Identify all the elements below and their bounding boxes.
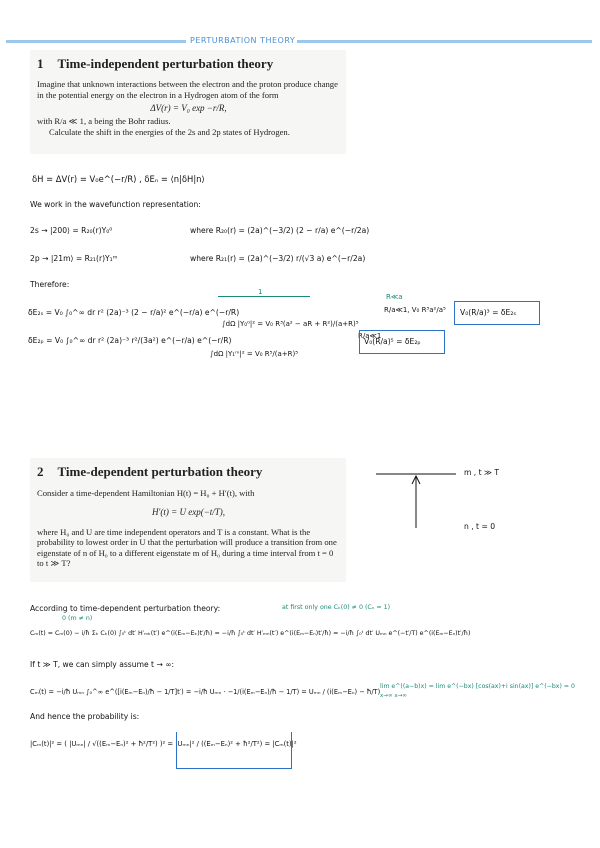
section1-title: Time-independent perturbation theory: [57, 56, 274, 71]
notes1-line5: Therefore:: [30, 280, 70, 289]
section1-para1: Imagine that unknown interactions between the electron and the proton produce change in the potential energy on the electron in a Hydrogen atom of the form: [37, 79, 338, 100]
section1-equation: ΔV(r) = V₀ exp −r/R,: [150, 103, 227, 114]
notes2-line3: And hence the probability is:: [30, 712, 140, 721]
eq1-boxed-result: V₀(R/a)³ = δE₂ₛ: [460, 308, 517, 317]
eq1-part-c: R/a≪1, V₀ R³a²/a⁵: [384, 306, 446, 314]
header-rule-right: [290, 40, 592, 43]
notes2-line2: If t ≫ T, we can simply assume t → ∞:: [30, 660, 175, 669]
notes2-teal-first: at first only one Cₖ(0) ≠ 0 (Cₙ = 1): [282, 604, 391, 611]
eq2-part-c: R/a≪1: [358, 332, 382, 340]
notes1-line2: We work in the wavefunction representation:: [30, 200, 201, 209]
eq2-part-a: δE₂ₚ = V₀ ∫₀^∞ dr r² (2a)⁻³ r²/(3a²) e^(−r/a) e^(−r/R): [28, 336, 232, 345]
eq2-boxed-result: V₀(R/a)⁵ = δE₂ₚ: [364, 337, 421, 346]
section1-block: [30, 50, 346, 154]
notes2-line1: According to time-dependent perturbation theory:: [30, 604, 221, 613]
diagram-label-n: n , t = 0: [464, 522, 496, 531]
notes2-teal-limit: lim e^((a−b)x) = lim e^(−bx) [cos(ax)+i sin(ax)] e^(−bx) = 0: [380, 683, 575, 690]
diagram-label-m: m , t ≫ T: [464, 468, 500, 477]
section1-para3: Calculate the shift in the energies of the 2s and 2p states of Hydrogen.: [49, 126, 290, 137]
section1-number: 1: [37, 56, 44, 71]
section1-heading: [37, 56, 340, 72]
notes2-eq2: Cₘ(t) = −i/ħ Uₘₙ ∫₀^∞ e^([i(Eₘ−Eₙ)/ħ − 1/T]t′) = −i/ħ Uₘₙ · −1/(i(Eₘ−Eₙ)/ħ − 1/T) = Uₘₙ / (i(Eₘ−Eₙ) − ħ/T): [30, 688, 381, 696]
notes1-line1: δH = ΔV(r) = V₀e^(−r/R) , δEₙ = ⟨n|δH|n⟩: [32, 174, 205, 184]
section1-para2: with R/a ≪ 1, a being the Bohr radius.: [37, 116, 171, 127]
notes2-teal-limit-sub: x→∞ x→∞: [380, 693, 408, 699]
section2-number: 2: [37, 464, 44, 479]
section2-para2: where H₀ and U are time independent operators and T is a constant. What is the probability to lowest order in U that the perturbation will produce a transition from one eigenstate of n of H₀ to a different eigenstate m of H₀ during a time interval from t = 0 to t ≫ T?: [37, 526, 337, 569]
notes2-eq3: |Cₘ(t)|² = ( |Uₘₙ| / √((Eₘ−Eₙ)² + ħ²/T²) )² = |Uₘₙ|² / ((Eₘ−Eₙ)² + ħ²/T²) = |Cₘ(t)|²: [30, 740, 297, 748]
notes1-line4b: where R₂₁(r) = (2a)^(−3/2) r/(√3 a) e^(−r/2a): [190, 254, 366, 263]
eq1-part-b: ∫dΩ |Y₀⁰|² = V₀ R³(a² − aR + R²)/(a+R)⁵: [222, 320, 359, 328]
section2-block: [30, 458, 346, 582]
notes2-teal-zero: 0 (m ≠ n): [62, 615, 93, 622]
note-top-1: 1: [258, 288, 263, 296]
section2-heading: [37, 464, 340, 480]
notes2-eq1: Cₘ(t) = Cₘ(0) − i/ħ Σₖ Cₖ(0) ∫₀ᵗ dt′ H′ₘₖ(t′) e^(i(Eₘ−Eₖ)t′/ħ) = −i/ħ ∫₀ᵗ dt′ H′ₘₙ(t′) e^(i(Eₘ−Eₙ)t′/ħ) = −i/ħ ∫₀ᵗ dt′ Uₘₙ e^(−t′/T) e^(i(Eₘ−Eₙ)t′/ħ): [30, 630, 471, 637]
note-r-ll-a: R≪a: [386, 293, 403, 301]
notes1-line3a: 2s → |200⟩ = R₂₀(r)Y₀⁰: [30, 226, 113, 235]
page-header-title: PERTURBATION THEORY: [190, 36, 296, 45]
notes1-line4a: 2p → |21m⟩ = R₂₁(r)Y₁ᵐ: [30, 254, 118, 263]
final-result-box: [176, 732, 292, 769]
header-rule-left: [6, 40, 186, 43]
section2-para1: Consider a time-dependent Hamiltonian H(t) = H₀ + H′(t), with: [37, 488, 255, 498]
notes1-line3b: where R₂₀(r) = (2a)^(−3/2) (2 − r/a) e^(−r/2a): [190, 226, 370, 235]
section2-title: Time-dependent perturbation theory: [57, 464, 263, 479]
section2-equation: H′(t) = U exp(−t/T),: [151, 506, 226, 517]
eq1-part-a: δE₂ₛ = V₀ ∫₀^∞ dr r² (2a)⁻³ (2 − r/a)² e^(−r/a) e^(−r/R): [28, 308, 240, 317]
bracket-top-line: [218, 296, 310, 297]
eq2-part-b: ∫dΩ |Y₁ᵐ|² = V₀ R⁵/(a+R)⁵: [210, 350, 299, 358]
